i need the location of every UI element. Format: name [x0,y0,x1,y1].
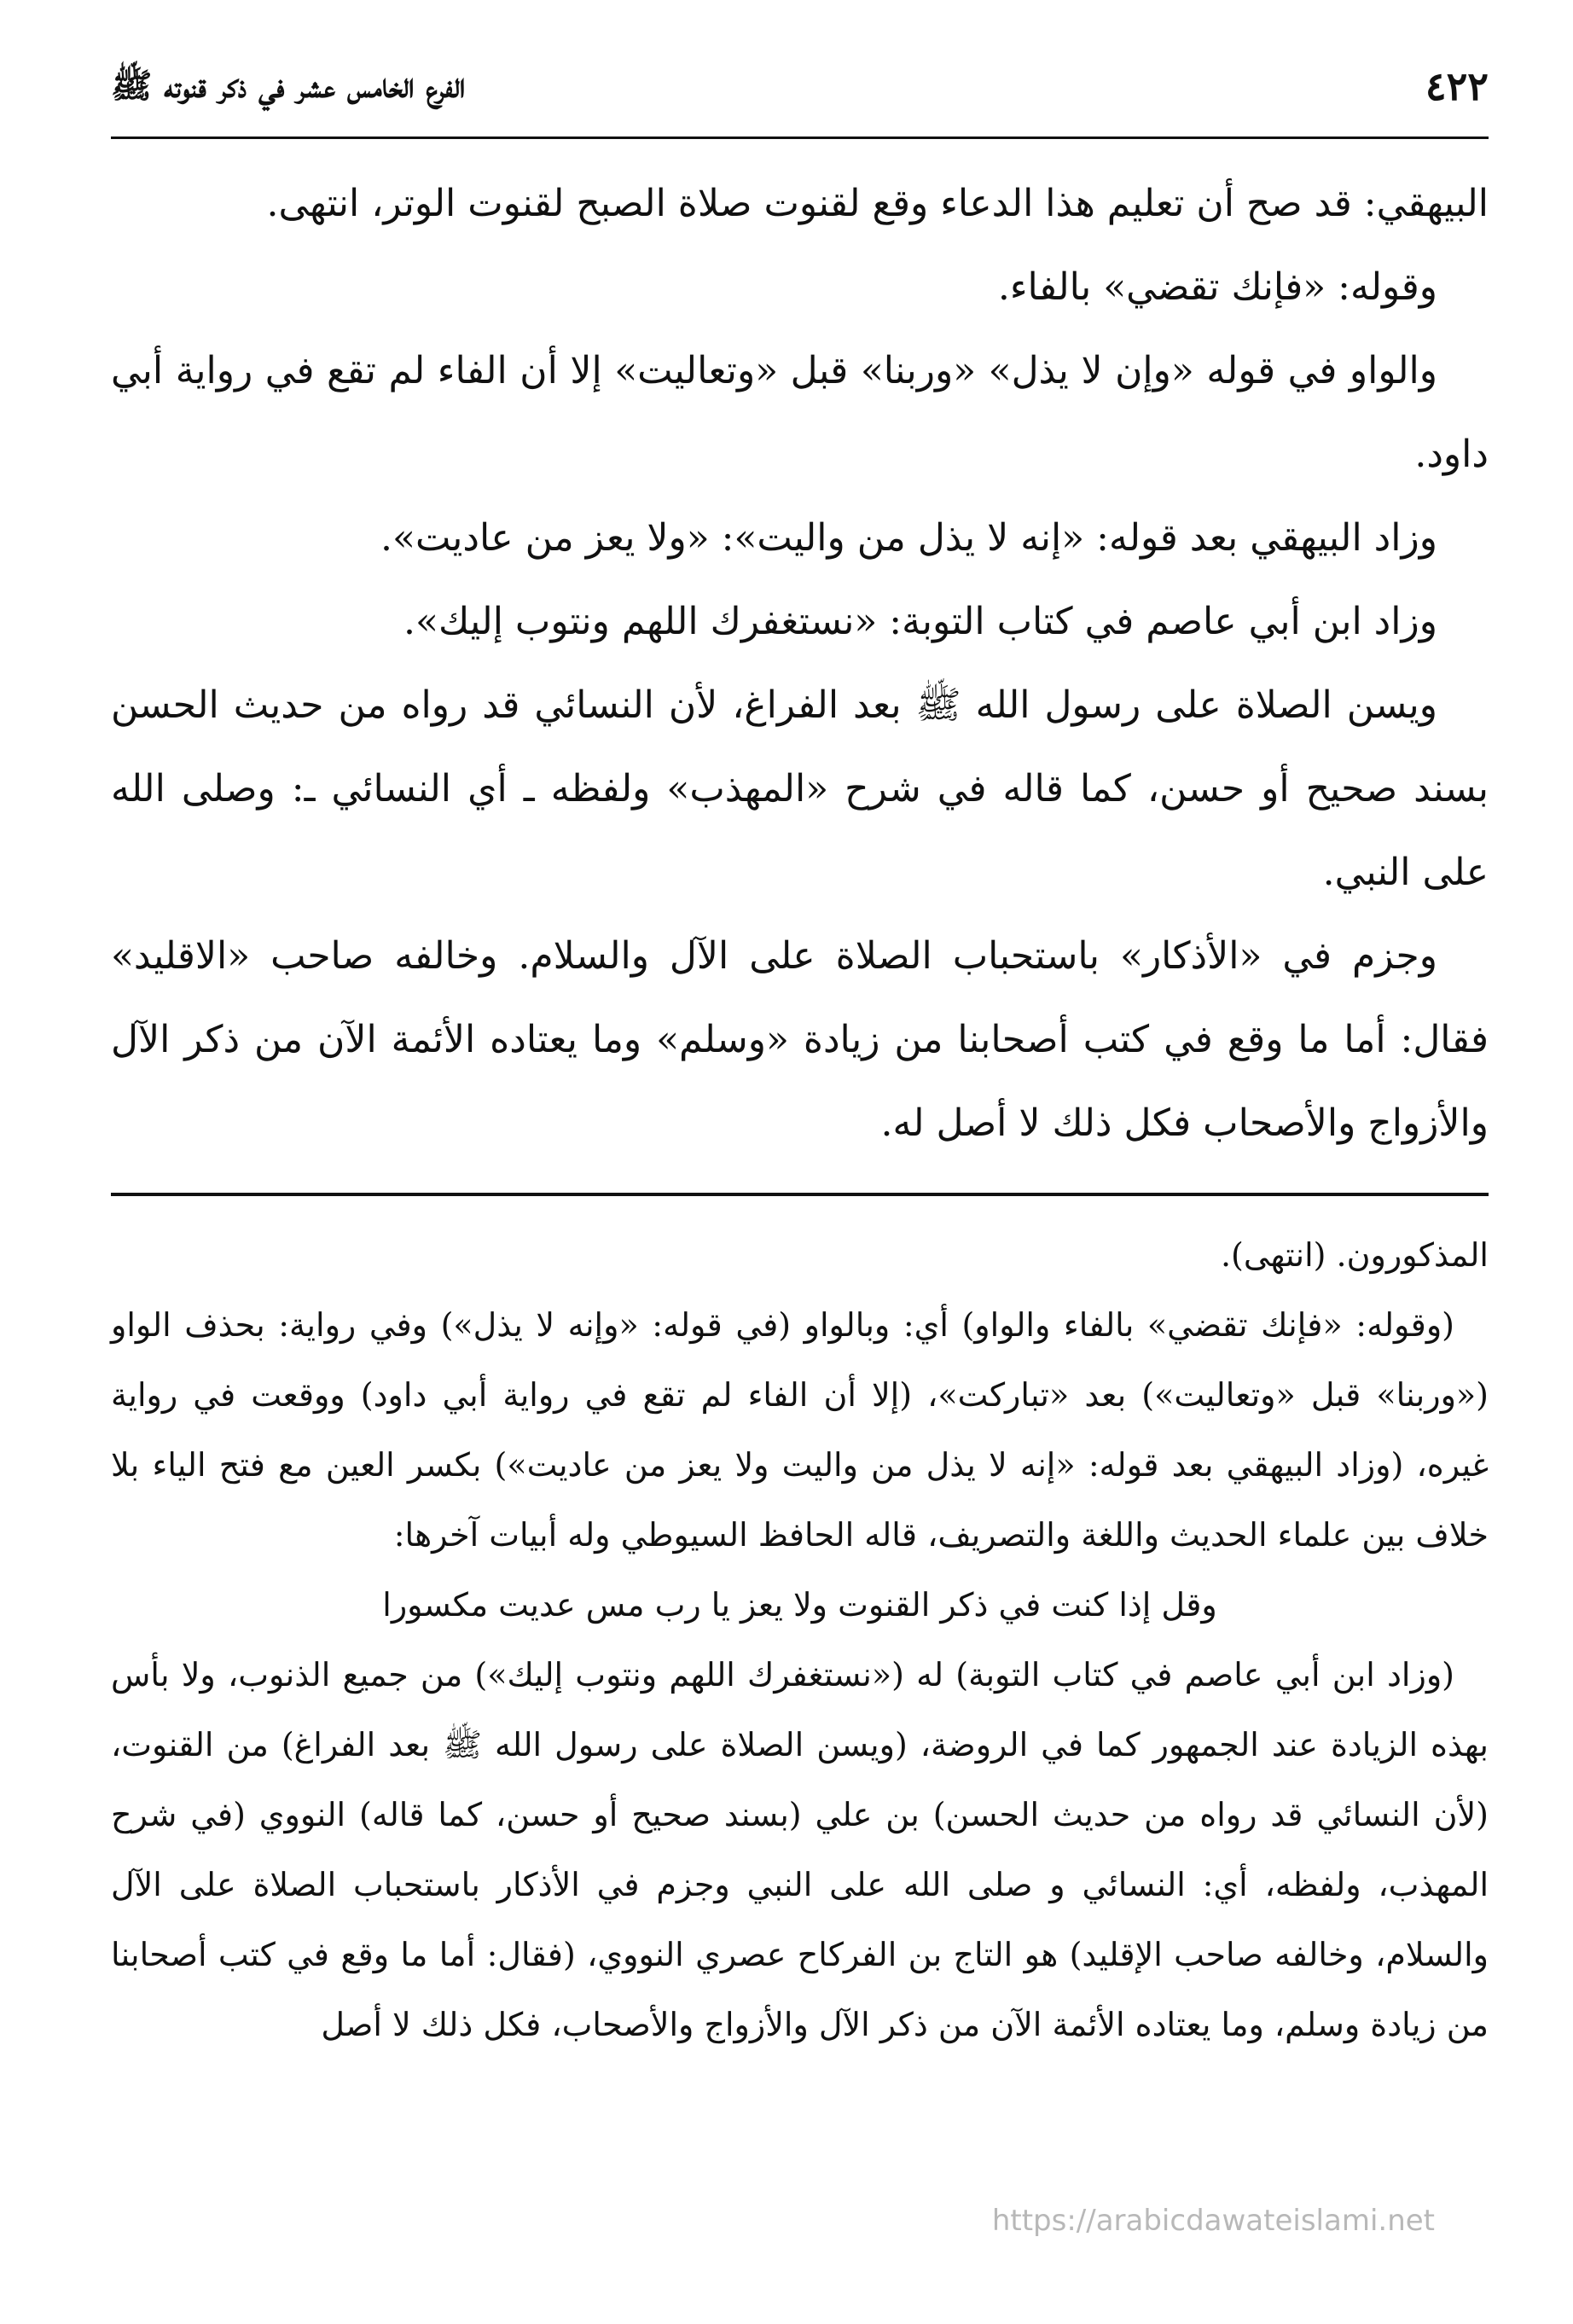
footnote-divider [111,1193,1489,1196]
header-rule [111,137,1489,139]
commentary-section [111,1220,1489,2060]
commentary-paragraph: (وقوله: «فإنك تقضي» بالفاء والواو) أي: وبالواو (في قوله: «وإنه لا يذل») وفي رواية: بحذف الواو («وربنا» قبل «وتعاليت») بعد «تباركت»، (إلا أن الفاء لم تقع في رواية أبي داود) ووقعت في رواية غيره، (وزاد البيهقي بعد قوله: «إنه لا يذل من واليت ولا يعز من عاديت») بكسر العين مع فتح الياء بلا خلاف بين علماء الحديث واللغة والتصريف، قاله الحافظ السيوطي وله أبيات آخرها: [111,1306,1489,1554]
poem-verse: وقل إذا كنت في ذكر القنوت ولا يعز يا رب مس عديت مكسورا [382,1586,1217,1624]
main-paragraph: والواو في قوله «وإن لا يذل» «وربنا» قبل «وتعاليت» إلا أن الفاء لم تقع في رواية أبي داود. [111,349,1489,476]
main-paragraph: وجزم في «الأذكار» باستحباب الصلاة على الآل والسلام. وخالفه صاحب «الاقليد» فقال: أما ما وقع في كتب أصحابنا من زيادة «وسلم» وما يعتاده الأئمة الآن من ذكر الآل والأزواج والأصحاب فكل ذلك لا أصل له. [111,934,1489,1145]
page-header [111,51,1489,137]
page-number: ٤٢٢ [1425,63,1489,109]
main-paragraph: البيهقي: قد صح أن تعليم هذا الدعاء وقع لقنوت صلاة الصبح لقنوت الوتر، انتهى. [266,182,1489,225]
main-paragraph: وزاد ابن أبي عاصم في كتاب التوبة: «نستغفرك اللهم ونتوب إليك». [403,600,1437,643]
commentary-paragraph: (وزاد ابن أبي عاصم في كتاب التوبة) له («نستغفرك اللهم ونتوب إليك») من جميع الذنوب، ولا بأس بهذه الزيادة عند الجمهور كما في الروضة، (ويسن الصلاة على رسول الله ﷺ بعد الفراغ) من القنوت، (لأن النسائي قد رواه من حديث الحسن) بن علي (بسند صحيح أو حسن، كما قاله) النووي (في شرح المهذب، ولفظه، أي: النسائي و صلى الله على النبي وجزم في الأذكار باستحباب الصلاة على الآل والسلام، وخالفه صاحب الإقليد) هو التاج بن الفركاح عصري النووي، (فقال: أما ما وقع في كتب أصحابنا من زيادة وسلم، وما يعتاده الأئمة الآن من ذكر الآل والأزواج والأصحاب، فكل ذلك لا أصل [111,1656,1489,2043]
main-text [111,162,1489,1165]
commentary-paragraph: المذكورون. (انتهى). [1220,1236,1489,1274]
book-page [111,51,1489,2269]
main-paragraph: وزاد البيهقي بعد قوله: «إنه لا يذل من واليت»: «ولا يعز من عاديت». [380,516,1437,560]
main-paragraph: ويسن الصلاة على رسول الله ﷺ بعد الفراغ، لأن النسائي قد رواه من حديث الحسن بسند صحيح أو حسن، كما قاله في شرح «المهذب» ولفظه ـ أي النسائي ـ: وصلى الله على النبي. [111,683,1489,894]
main-paragraph: وقوله: «فإنك تقضي» بالفاء. [997,265,1437,309]
watermark-url: https://arabicdawateislami.net [991,2204,1435,2238]
running-title: الفرع الخامس عشر في ذكر قنوته ﷺ [111,66,466,106]
